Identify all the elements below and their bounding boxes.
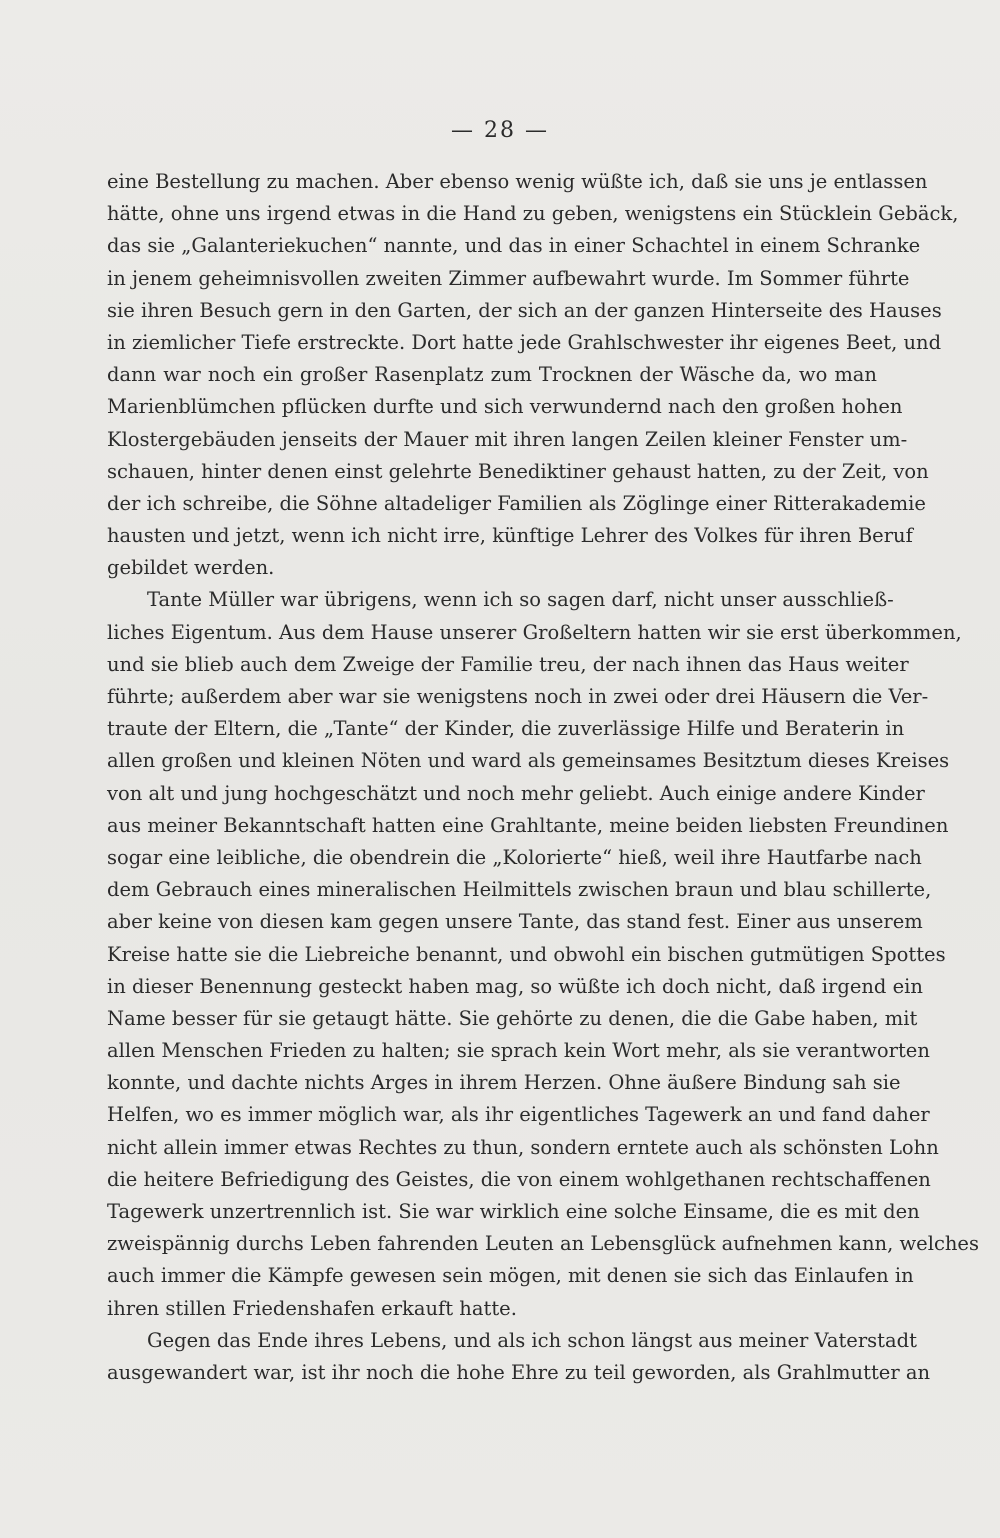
text-line: die heitere Befriedigung des Geistes, die von einem wohlgethanen rechtschaffenen: [107, 1167, 931, 1191]
text-line: traute der Eltern, die „Tante“ der Kinder, die zuverlässige Hilfe und Beraterin in: [107, 717, 905, 741]
text-line: schauen, hinter denen einst gelehrte Benediktiner gehaust hatten, zu der Zeit, von: [107, 459, 929, 483]
text-line: Kreise hatte sie die Liebreiche benannt, und obwohl ein bischen gutmütigen Spottes: [107, 942, 946, 966]
text-line: Tante Müller war übrigens, wenn ich so sagen darf, nicht unser ausschließ-: [147, 588, 894, 612]
text-line: Tagewerk unzertrennlich ist. Sie war wirklich eine solche Einsame, die es mit den: [107, 1200, 920, 1223]
text-line: Klostergebäuden jenseits der Mauer mit ihren langen Zeilen kleiner Fenster um-: [107, 427, 908, 451]
text-line: aus meiner Bekanntschaft hatten eine Grahltante, meine beiden liebsten Freundinen: [107, 813, 949, 837]
body-text: [107, 166, 979, 1389]
text-line: der ich schreibe, die Söhne altadeliger Familien als Zöglinge einer Ritterakademie: [107, 491, 926, 515]
text-line: dann war noch ein großer Rasenplatz zum Trocknen der Wäsche da, wo man: [107, 363, 877, 387]
text-line: konnte, und dachte nichts Arges in ihrem Herzen. Ohne äußere Bindung sah sie: [107, 1071, 901, 1095]
text-line: zweispännig durchs Leben fahrenden Leuten an Lebensglück aufnehmen kann, welches: [107, 1232, 979, 1256]
text-line: Name besser für sie getaugt hätte. Sie gehörte zu denen, die die Gabe haben, mit: [107, 1006, 918, 1030]
text-line: hätte, ohne uns irgend etwas in die Hand zu geben, wenigstens ein Stücklein Gebäck,: [107, 202, 959, 226]
text-line: auch immer die Kämpfe gewesen sein mögen, mit denen sie sich das Einlaufen in: [107, 1264, 914, 1288]
text-line: nicht allein immer etwas Rechtes zu thun, sondern erntete auch als schönsten Lohn: [107, 1135, 939, 1159]
text-line: eine Bestellung zu machen. Aber ebenso wenig wüßte ich, daß sie uns je entlassen: [107, 170, 928, 193]
text-line: sie ihren Besuch gern in den Garten, der sich an der ganzen Hinterseite des Hauses: [107, 298, 942, 322]
page-number: — 28 —: [451, 118, 549, 143]
text-line: in ziemlicher Tiefe erstreckte. Dort hatte jede Grahlschwester ihr eigenes Beet, und: [107, 330, 942, 354]
text-line: gebildet werden.: [107, 556, 275, 580]
text-line: aber keine von diesen kam gegen unsere Tante, das stand fest. Einer aus unserem: [107, 910, 923, 934]
text-line: Gegen das Ende ihres Lebens, und als ich schon längst aus meiner Vaterstadt: [147, 1328, 917, 1352]
text-line: dem Gebrauch eines mineralischen Heilmittels zwischen braun und blau schillerte,: [107, 878, 932, 902]
text-line: liches Eigentum. Aus dem Hause unserer Großeltern hatten wir sie erst überkommen,: [107, 620, 962, 644]
text-line: allen großen und kleinen Nöten und ward als gemeinsames Besitztum dieses Kreises: [107, 749, 950, 773]
text-line: in dieser Benennung gesteckt haben mag, so wüßte ich doch nicht, daß irgend ein: [107, 974, 923, 998]
text-line: und sie blieb auch dem Zweige der Familie treu, der nach ihnen das Haus weiter: [107, 652, 909, 676]
text-line: Marienblümchen pflücken durfte und sich verwundernd nach den großen hohen: [107, 395, 903, 419]
text-line: führte; außerdem aber war sie wenigstens noch in zwei oder drei Häusern die Ver-: [107, 685, 929, 708]
text-line: ausgewandert war, ist ihr noch die hohe Ehre zu teil geworden, als Grahlmutter an: [107, 1360, 931, 1384]
text-line: in jenem geheimnisvollen zweiten Zimmer aufbewahrt wurde. Im Sommer führte: [107, 266, 910, 290]
text-line: ihren stillen Friedenshafen erkauft hatte.: [107, 1296, 517, 1320]
text-line: Helfen, wo es immer möglich war, als ihr eigentliches Tagewerk an und fand daher: [107, 1103, 930, 1127]
text-line: hausten und jetzt, wenn ich nicht irre, künftige Lehrer des Volkes für ihren Beruf: [107, 524, 913, 548]
text-line: sogar eine leibliche, die obendrein die „Kolorierte“ hieß, weil ihre Hautfarbe nach: [107, 845, 922, 869]
text-line: das sie „Galanteriekuchen“ nannte, und das in einer Schachtel in einem Schranke: [107, 234, 921, 258]
text-line: allen Menschen Frieden zu halten; sie sprach kein Wort mehr, als sie verantworten: [107, 1039, 930, 1063]
text-line: von alt und jung hochgeschätzt und noch mehr geliebt. Auch einige andere Kinder: [107, 781, 925, 805]
